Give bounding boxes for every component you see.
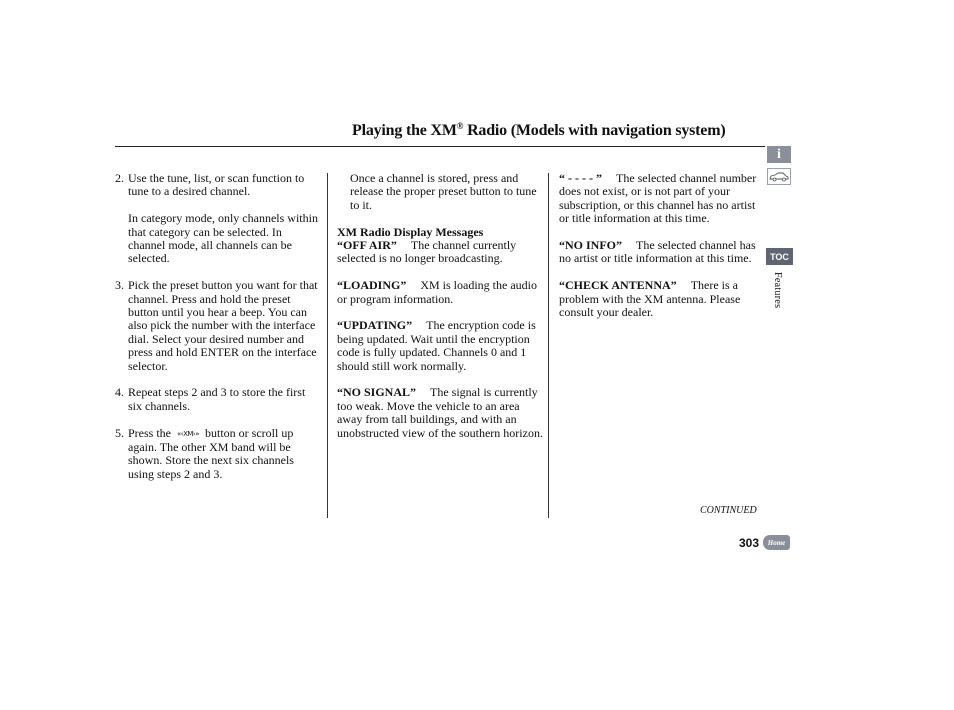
message-text: The signal is currently too weak. Move the vehicle to an area away from tall buildings, and with an unobstructed view of the southern horizon. <box>337 385 543 440</box>
step-number: 5. <box>115 425 124 440</box>
step-text: Pick the preset button you want for that channel. Press and hold the preset button until you hear a beep. You can also pick the number with the interface dial. Select your desired number and press and hold ENTER on the interface selector. <box>128 278 318 373</box>
message-block <box>337 226 543 266</box>
message-label: “NO INFO” <box>559 238 622 253</box>
column-messages-2 <box>559 172 759 333</box>
message-text: XM is loading the audio or program information. <box>337 278 537 306</box>
step-text: Repeat steps 2 and 3 to store the first six channels. <box>128 385 306 413</box>
message-text: The encryption code is being updated. Wait until the encryption code is fully updated. Channels 0 and 1 should still work normally. <box>337 318 536 373</box>
registered-mark: ® <box>456 121 464 131</box>
continued-label: CONTINUED <box>700 505 757 516</box>
step-item <box>115 427 320 482</box>
page-title-rest: Radio (Models with navigation system) <box>463 122 726 139</box>
info-glyph: i <box>777 146 781 162</box>
message-text: The selected channel number does not exist, or is not part of your subscription, or this channel has no artist or title information at this time. <box>559 171 757 226</box>
message-label: “OFF AIR” <box>337 238 397 253</box>
message-block <box>559 239 759 266</box>
message-block <box>559 172 759 226</box>
message-label: “CHECK ANTENNA” <box>559 278 677 293</box>
step-text: Use the tune, list, or scan function to tune to a desired channel. <box>128 171 305 199</box>
car-icon[interactable] <box>767 168 791 185</box>
step-number: 4. <box>115 385 124 400</box>
message-block <box>337 319 543 373</box>
page-title-main: Playing the XM <box>352 122 457 139</box>
step-text-post: button or scroll up again. The other XM band will be shown. Store the next six channels using steps 2 and 3. <box>128 425 294 481</box>
step-number: 3. <box>115 278 124 293</box>
message-text: The selected channel has no artist or title information at this time. <box>559 238 756 266</box>
column-divider-right <box>548 173 549 518</box>
message-label: “NO SIGNAL” <box>337 385 417 400</box>
step-number: 2. <box>115 171 124 185</box>
message-text: The channel currently selected is no longer broadcasting. <box>337 238 517 266</box>
step-text: In category mode, only channels within that category can be selected. In channel mode, all channels can be selected. <box>128 211 318 266</box>
message-block <box>337 386 543 440</box>
message-text: There is a problem with the XM antenna. Please consult your dealer. <box>559 278 741 320</box>
preset-intro-text: Once a channel is stored, press and release the proper preset button to tune to it. <box>350 171 537 212</box>
step-item <box>115 279 320 373</box>
home-button[interactable]: Home <box>763 535 790 550</box>
step-text <box>128 427 320 482</box>
message-block <box>337 279 543 306</box>
column-messages-1 <box>337 172 543 453</box>
message-label: “UPDATING” <box>337 318 413 333</box>
section-tab-label: Features <box>772 272 783 309</box>
page-title <box>352 121 772 140</box>
message-block <box>559 279 759 319</box>
toc-button[interactable]: TOC <box>766 248 793 265</box>
step-item <box>115 172 320 266</box>
column-divider-left <box>327 173 328 518</box>
car-shape <box>769 171 789 182</box>
info-icon[interactable] <box>767 146 791 163</box>
page-number: 303 <box>739 536 760 550</box>
column-steps <box>115 172 320 495</box>
title-divider <box>115 146 765 147</box>
xm-button-icon: «‹XM›» <box>177 429 199 438</box>
section-heading: XM Radio Display Messages <box>337 224 484 239</box>
step-item <box>115 386 320 413</box>
message-label: “ - - - - ” <box>559 171 602 185</box>
step-text-pre: Press the <box>128 425 171 440</box>
message-label: “LOADING” <box>337 278 407 293</box>
